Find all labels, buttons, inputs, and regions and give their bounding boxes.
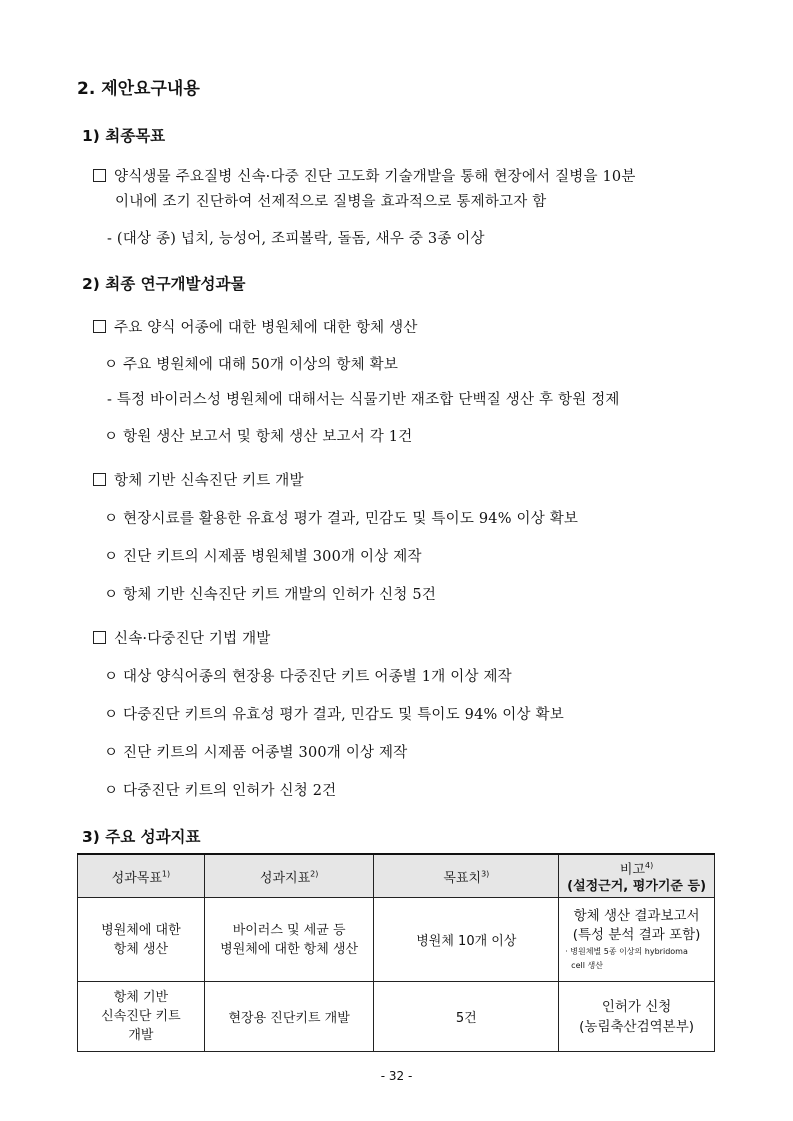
group2-bullet1: ㅇ 현장시료를 활용한 유효성 평가 결과, 민감도 및 특이도 94% 이상 확보 [104, 511, 579, 527]
group3-title: 신속·다중진단 기법 개발 [93, 627, 271, 648]
header-goal: 성과목표$^{1)}$ [78, 854, 205, 898]
final-goal-item-line1: 양식생물 주요질병 신속·다중 진단 고도화 기술개발을 통해 현장에서 질병을 10분 [93, 165, 636, 186]
final-goal-sub: - (대상 종) 넙치, 능성어, 조피볼락, 돌돔, 새우 중 3종 이상 [107, 231, 485, 247]
group1-bullet2: ㅇ 항원 생산 보고서 및 항체 생산 보고서 각 1건 [104, 429, 413, 445]
group3-bullet4: ㅇ 다중진단 키트의 인허가 신청 2건 [104, 783, 337, 799]
kpi-table [77, 853, 715, 1052]
group3-bullet2: ㅇ 다중진단 키트의 유효성 평가 결과, 민감도 및 특이도 94% 이상 확보 [104, 707, 564, 723]
group1-title: 주요 양식 어종에 대한 병원체에 대한 항체 생산 [93, 316, 418, 337]
group2-title: 항체 기반 신속진단 키트 개발 [93, 469, 304, 490]
row1-indicator: 바이러스 및 세균 등 병원체에 대한 항체 생산 [204, 898, 374, 982]
group2-bullet2: ㅇ 진단 키트의 시제품 병원체별 300개 이상 제작 [104, 549, 422, 565]
table-row [78, 982, 715, 1052]
row2-indicator: 현장용 진단키트 개발 [204, 982, 374, 1052]
final-goal-heading: 1) 최종목표 [82, 127, 166, 145]
group3-bullet1: ㅇ 대상 양식어종의 현장용 다중진단 키트 어종별 1개 이상 제작 [104, 669, 512, 685]
row1-target: 병원체 10개 이상 [374, 898, 559, 982]
checkbox-square-icon [93, 473, 106, 486]
checkbox-square-icon [93, 169, 106, 182]
row2-goal: 항체 기반 신속진단 키트 개발 [78, 982, 205, 1052]
group2-bullet3: ㅇ 항체 기반 신속진단 키트 개발의 인허가 신청 5건 [104, 587, 437, 603]
kpi-heading: 3) 주요 성과지표 [82, 828, 201, 846]
row2-target: 5건 [374, 982, 559, 1052]
header-remark: 비고$^{4)}$ (설정근거, 평가기준 등) [559, 854, 715, 898]
header-indicator: 성과지표$^{2)}$ [204, 854, 374, 898]
section-title: 2. 제안요구내용 [77, 79, 200, 99]
row1-goal: 병원체에 대한 항체 생산 [78, 898, 205, 982]
page-number: - 32 - [380, 1069, 413, 1083]
final-output-heading: 2) 최종 연구개발성과물 [82, 275, 246, 293]
group1-bullet1-sub: - 특정 바이러스성 병원체에 대해서는 식물기반 재조합 단백질 생산 후 항원 정제 [107, 392, 620, 408]
row2-remark: 인허가 신청 (농림축산검역본부) [559, 982, 715, 1052]
table-row [78, 898, 715, 982]
header-target: 목표치$^{3)}$ [374, 854, 559, 898]
final-goal-item-line2: 이내에 조기 진단하여 선제적으로 질병을 효과적으로 통제하고자 함 [115, 194, 547, 210]
group3-bullet3: ㅇ 진단 키트의 시제품 어종별 300개 이상 제작 [104, 745, 408, 761]
group1-bullet1: ㅇ 주요 병원체에 대해 50개 이상의 항체 확보 [104, 357, 399, 373]
row1-remark: 항체 생산 결과보고서 (특성 분석 결과 포함) · 병원체별 5종 이상의 hybridoma cell 생산 [559, 898, 715, 982]
checkbox-square-icon [93, 631, 106, 644]
checkbox-square-icon [93, 320, 106, 333]
